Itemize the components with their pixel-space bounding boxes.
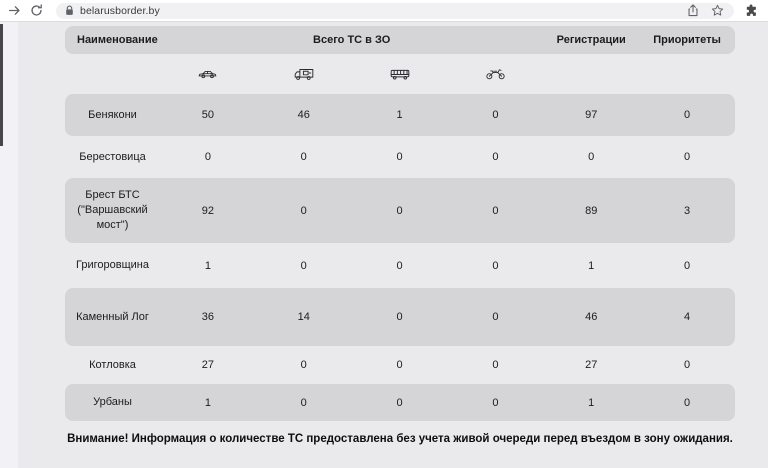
vehicle-icons-row [65,54,735,94]
crossing-name: Котловка [89,358,136,371]
buses-count: 0 [396,259,403,272]
cars-count: 0 [204,151,211,163]
cars-count: 36 [201,311,215,323]
motorcycles-count: 0 [492,109,499,121]
priorities-count: 0 [684,359,691,371]
priorities-count: 0 [684,396,691,409]
buses-count: 0 [396,204,403,217]
trucks-count: 0 [300,204,307,217]
cars-count: 1 [204,259,211,272]
car-icon [160,69,256,79]
table-row [65,178,735,243]
extensions-puzzle-icon[interactable] [744,4,758,18]
table-header [65,26,735,54]
trucks-count: 0 [300,151,307,163]
table-row [65,288,735,346]
table-row [65,384,735,421]
trucks-count: 14 [297,311,310,323]
table-row [65,243,735,288]
buses-count: 0 [396,359,403,371]
crossing-name: Урбаны [93,396,132,409]
reload-icon[interactable] [27,2,45,20]
cars-count: 27 [201,359,215,371]
cars-count: 92 [201,204,215,217]
priorities-count: 3 [684,204,691,217]
buses-count: 0 [396,396,403,409]
cars-count: 50 [201,109,215,121]
footer-notice: Внимание! Информация о количестве ТС предоставлена без учета живой очереди перед въездом в зону ожидания. [67,433,733,445]
registrations-count: 1 [588,259,595,272]
header-registrations: Регистрации [556,34,626,46]
table-row [65,346,735,384]
window-edge [0,24,3,146]
header-priorities: Приоритеты [653,34,721,46]
share-icon[interactable] [685,3,701,19]
crossing-name: Брест БТС ("Варшавский мост") [77,189,148,231]
cars-count: 1 [204,396,211,409]
header-total-vehicles: Всего ТС в ЗО [313,34,391,46]
registrations-count: 0 [588,151,595,163]
registrations-count: 46 [585,311,598,323]
crossing-name: Каменный Лог [76,310,149,323]
registrations-count: 97 [585,109,598,121]
priorities-count: 0 [684,109,691,121]
header-name: Наименование [77,34,158,46]
motorcycles-count: 0 [492,259,499,272]
truck-icon [256,68,352,81]
table-row [65,136,735,178]
motorcycle-icon [448,68,544,80]
buses-count: 1 [396,109,403,121]
bus-icon [352,69,448,80]
registrations-count: 27 [585,359,598,371]
motorcycles-count: 0 [492,359,499,371]
motorcycles-count: 0 [492,396,499,409]
page-content [0,22,768,468]
registrations-count: 89 [585,204,598,217]
crossing-name: Григоровщина [76,259,149,272]
bookmark-star-icon[interactable] [709,3,725,19]
crossing-name: Берестовица [79,150,146,163]
buses-count: 0 [396,151,403,163]
forward-icon[interactable] [5,2,23,20]
motorcycles-count: 0 [492,311,499,323]
browser-toolbar [0,0,768,22]
crossing-name: Бенякони [88,108,137,121]
buses-count: 0 [396,311,403,323]
priorities-count: 4 [684,311,691,323]
trucks-count: 0 [300,259,307,272]
trucks-count: 0 [300,359,307,371]
trucks-count: 46 [297,109,310,121]
priorities-count: 0 [684,151,691,163]
url-text: belarusborder.by [80,4,160,17]
trucks-count: 0 [300,396,307,409]
motorcycles-count: 0 [492,151,499,163]
registrations-count: 1 [588,396,595,409]
motorcycles-count: 0 [492,204,499,217]
lock-icon [65,5,74,16]
priorities-count: 0 [684,259,691,272]
table-body [65,94,735,421]
address-bar[interactable] [56,3,734,19]
table-row [65,94,735,136]
